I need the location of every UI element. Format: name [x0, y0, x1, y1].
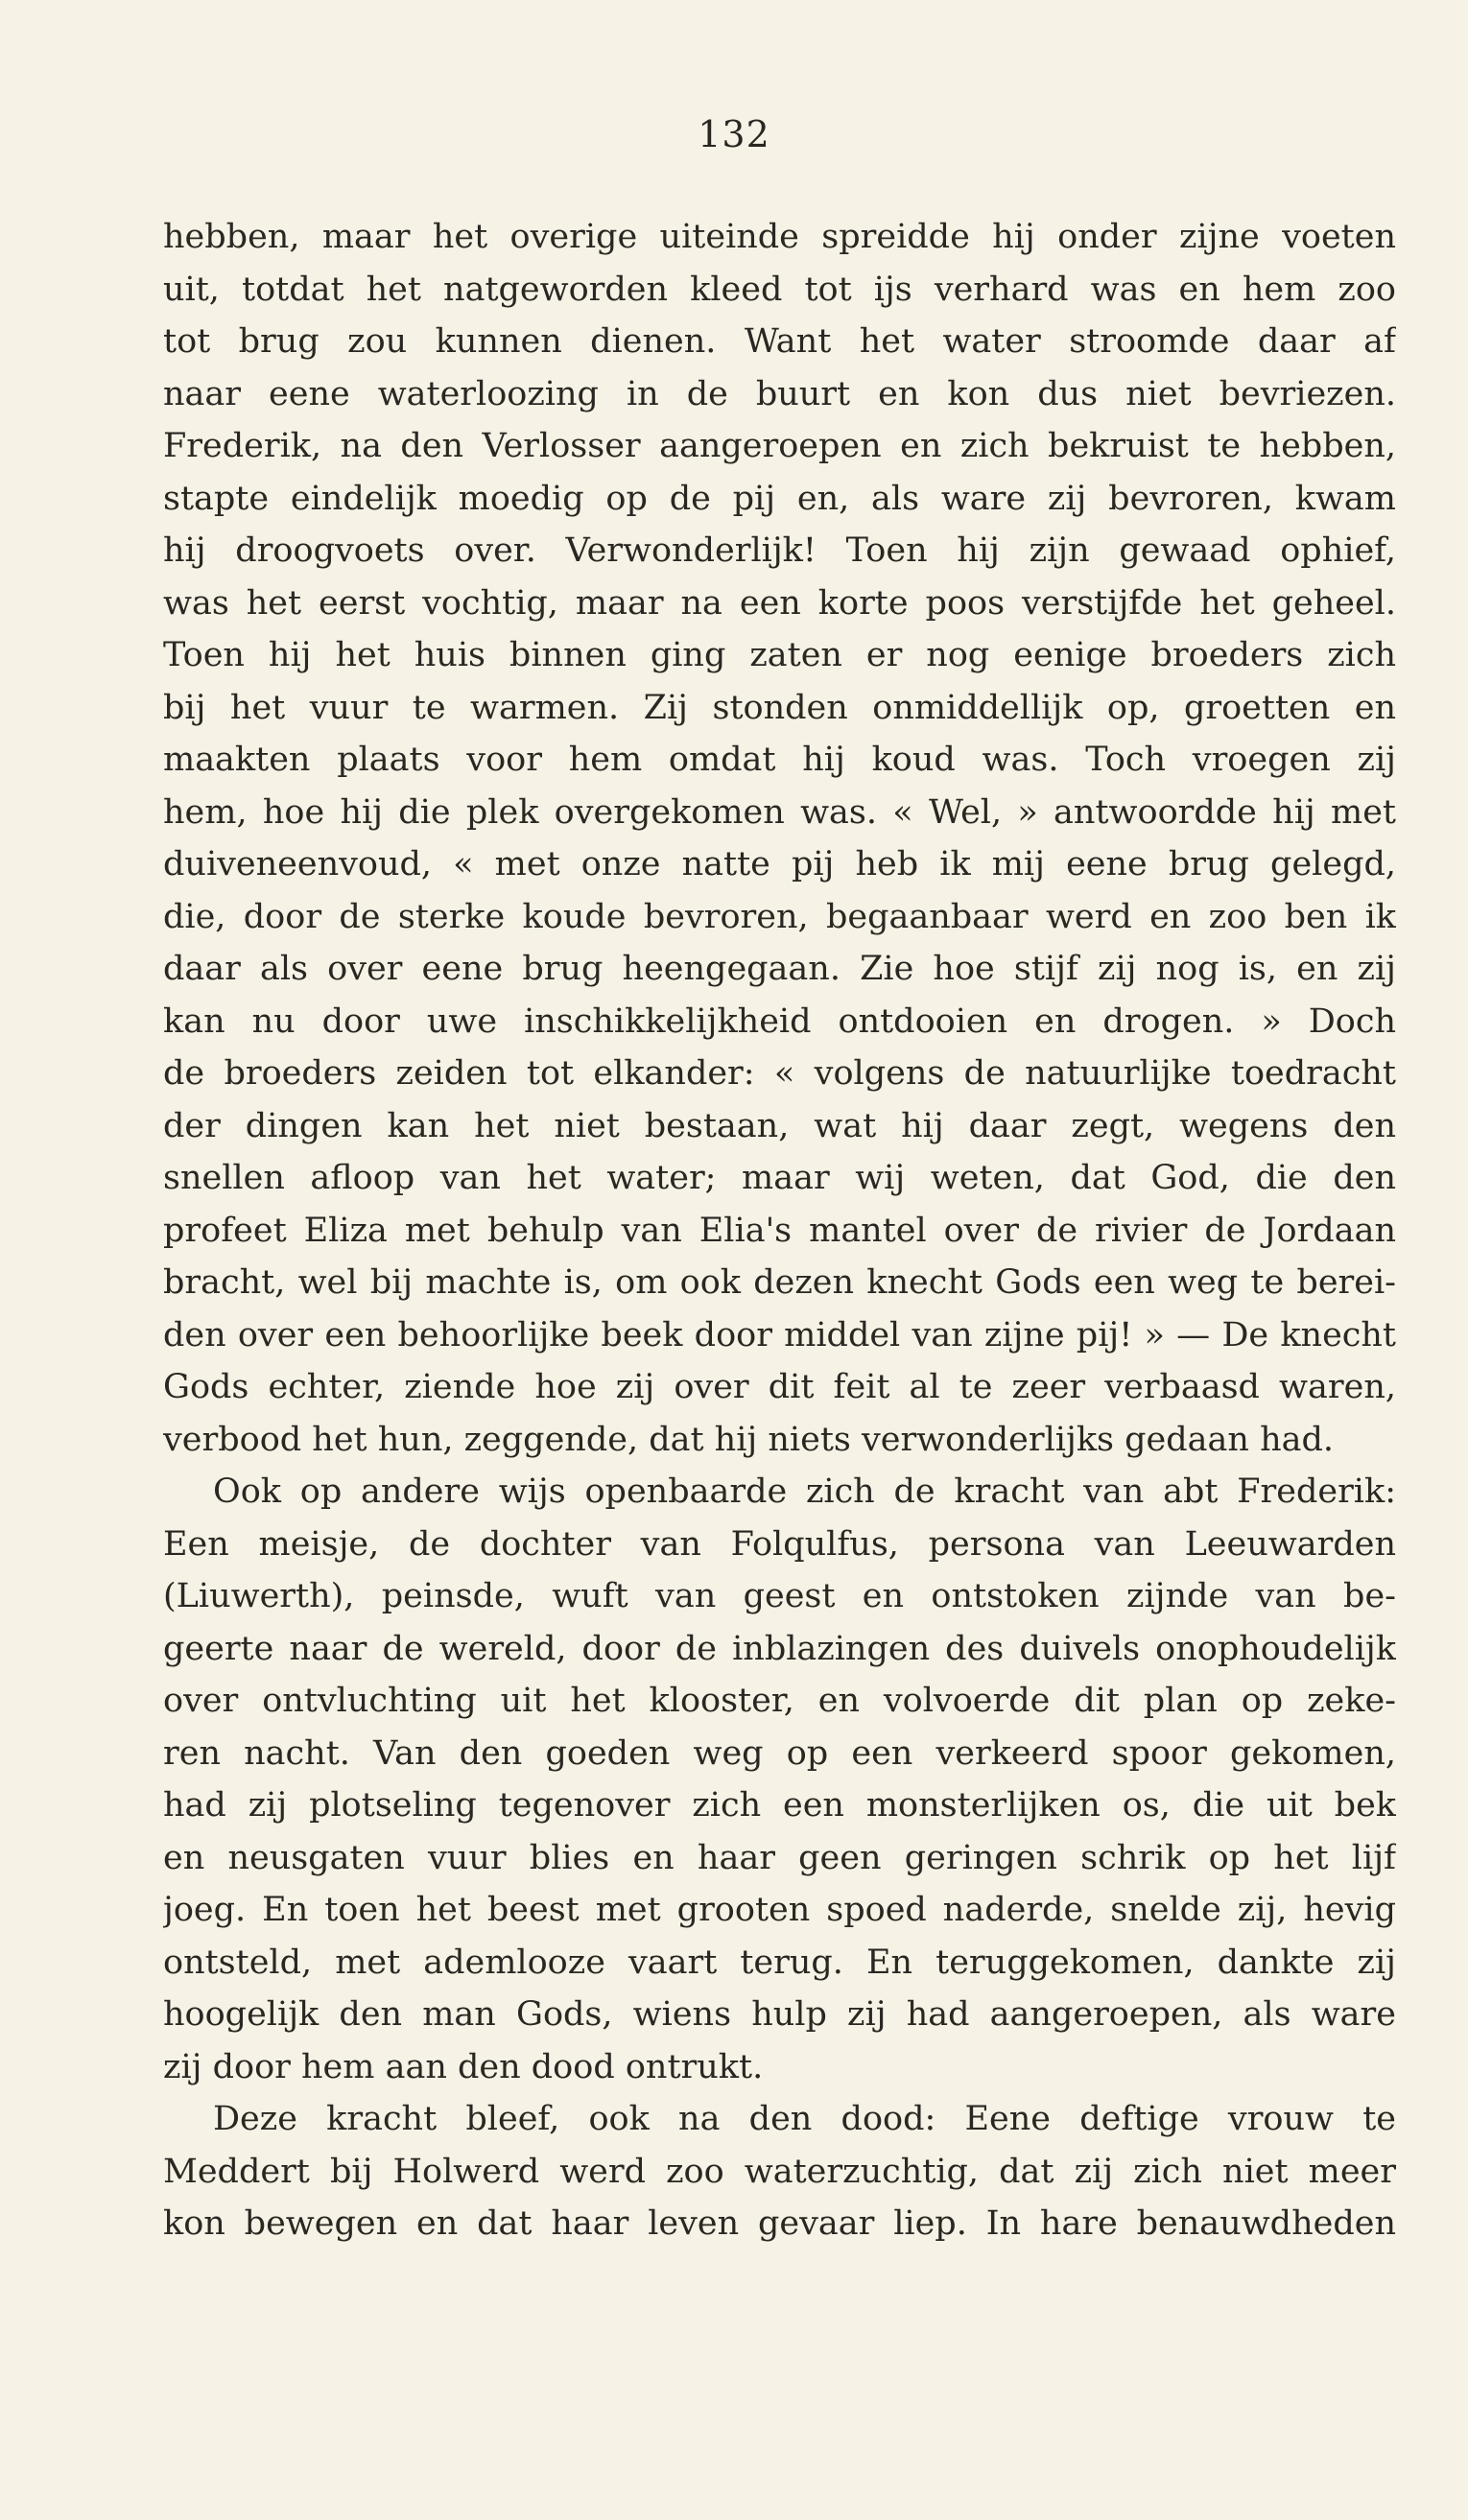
text-line: Ook op andere wijs openbaarde zich de kracht van abt Frederik: — [213, 1472, 1396, 1511]
text-line: Gods echter, ziende hoe zij over dit feit al te zeer verbaasd waren, — [163, 1368, 1396, 1406]
text-line: der dingen kan het niet bestaan, wat hij daar zegt, wegens den — [163, 1106, 1396, 1145]
text-line: Toen hij het huis binnen ging zaten er nog eenige broeders zich — [163, 636, 1396, 674]
text-line: duiveneenvoud, « met onze natte pij heb ik mij eene brug gelegd, — [163, 845, 1396, 883]
text-line: zij door hem aan den dood ontrukt. — [163, 2047, 764, 2086]
text-line: ontsteld, met ademlooze vaart terug. En teruggekomen, dankte zij — [163, 1943, 1396, 1982]
text-line: die, door de sterke koude bevroren, begaanbaar werd en zoo ben ik — [163, 897, 1396, 936]
text-line: bracht, wel bij machte is, om ook dezen knecht Gods een weg te berei- — [163, 1263, 1396, 1302]
text-line: ren nacht. Van den goeden weg op een verkeerd spoor gekomen, — [163, 1733, 1396, 1773]
text-line: de broeders zeiden tot elkander: « volgens de natuurlijke toedracht — [163, 1054, 1396, 1093]
text-line: hoogelijk den man Gods, wiens hulp zij had aangeroepen, als ware — [163, 1995, 1396, 2034]
text-line: had zij plotseling tegenover zich een monsterlijken os, die uit bek — [163, 1786, 1396, 1825]
text-line: uit, totdat het natgeworden kleed tot ijs verhard was en hem zoo — [163, 270, 1396, 309]
text-line: hij droogvoets over. Verwonderlijk! Toen hij zijn gewaad ophief, — [163, 531, 1396, 570]
text-line: Frederik, na den Verlosser aangeroepen en zich bekruist te hebben, — [163, 427, 1396, 465]
text-line: maakten plaats voor hem omdat hij koud was. Toch vroegen zij — [163, 741, 1396, 779]
text-line: was het eerst vochtig, maar na een korte poos verstijfde het geheel. — [163, 583, 1396, 623]
text-line: en neusgaten vuur blies en haar geen geringen schrik op het lijf — [163, 1838, 1396, 1877]
text-line: den over een behoorlijke beek door middel van zijne pij! » — De knecht — [163, 1315, 1396, 1354]
text-line: stapte eindelijk moedig op de pij en, als ware zij bevroren, kwam — [163, 479, 1396, 518]
text-line: kon bewegen en dat haar leven gevaar liep. In hare benauwdheden — [163, 2204, 1396, 2243]
text-line: hebben, maar het overige uiteinde spreidde hij onder zijne voeten — [163, 218, 1396, 256]
text-line: Meddert bij Holwerd werd zoo waterzuchtig, dat zij zich niet meer — [163, 2152, 1396, 2191]
text-line: verbood het hun, zeggende, dat hij niets verwonderlijks gedaan had. — [163, 1420, 1335, 1459]
text-line: naar eene waterloozing in de buurt en kon dus niet bevriezen. — [163, 374, 1396, 413]
text-line: bij het vuur te warmen. Zij stonden onmiddellijk op, groetten en — [163, 688, 1396, 727]
text-line: geerte naar de wereld, door de inblazingen des duivels onophoudelijk — [163, 1629, 1396, 1668]
text-line: daar als over eene brug heengegaan. Zie hoe stijf zij nog is, en zij — [163, 950, 1396, 988]
body-text — [163, 211, 1396, 2250]
text-line: Een meisje, de dochter van Folqulfus, persona van Leeuwarden — [163, 1524, 1396, 1564]
text-line: tot brug zou kunnen dienen. Want het water stroomde daar af — [163, 322, 1396, 361]
text-line: Deze kracht bleef, ook na den dood: Eene deftige vrouw te — [213, 2100, 1396, 2138]
page-number: 132 — [698, 113, 770, 155]
text-line: profeet Eliza met behulp van Elia's mantel over de rivier de Jordaan — [163, 1211, 1396, 1250]
text-line: hem, hoe hij die plek overgekomen was. « Wel, » antwoordde hij met — [163, 792, 1396, 832]
text-line: (Liuwerth), peinsde, wuft van geest en ontstoken zijnde van be- — [163, 1577, 1396, 1615]
text-line: snellen afloop van het water; maar wij weten, dat God, die den — [163, 1159, 1396, 1197]
text-line: joeg. En toen het beest met grooten spoed naderde, snelde zij, hevig — [163, 1891, 1396, 1929]
text-line: over ontvluchting uit het klooster, en volvoerde dit plan op zeke- — [163, 1682, 1396, 1720]
text-line: kan nu door uwe inschikkelijkheid ontdooien en drogen. » Doch — [163, 1001, 1396, 1041]
